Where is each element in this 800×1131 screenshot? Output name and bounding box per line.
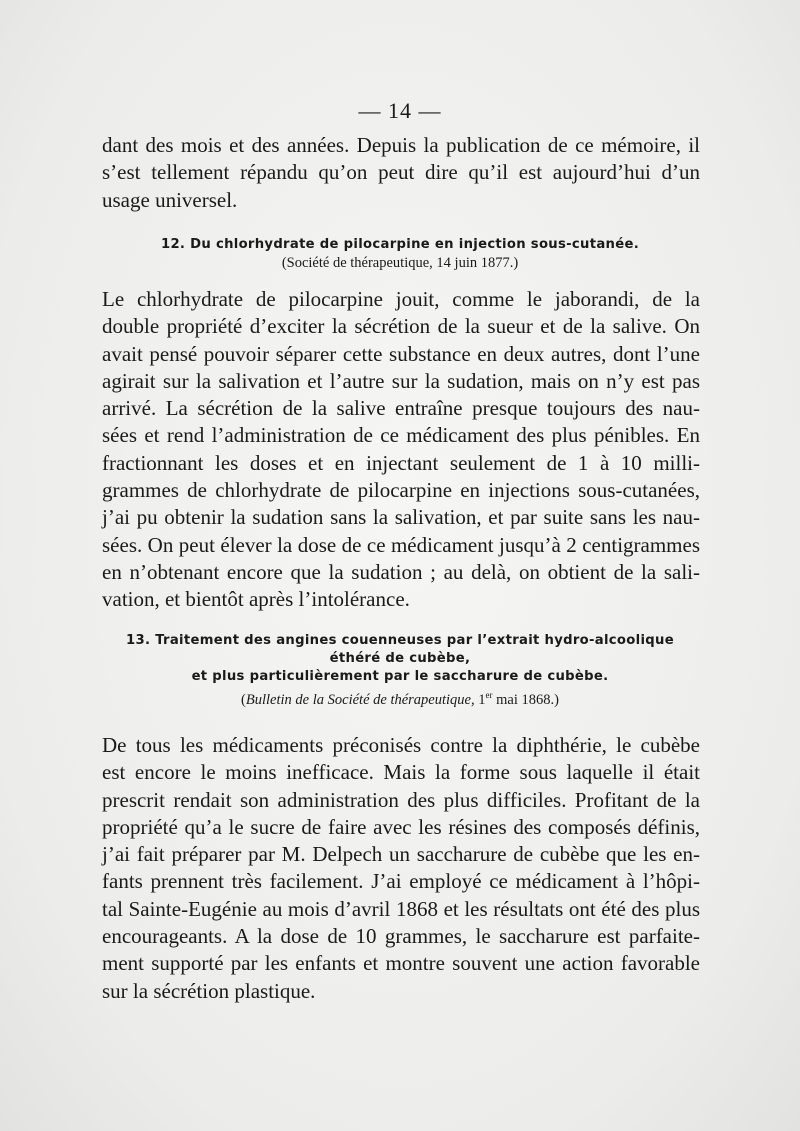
text-line: fractionnant les doses et en injectant seulement de 1 à 10 milli- xyxy=(102,450,700,475)
text-line: en n’obtenant encore que la sudation ; au delà, on obtient de la sali- xyxy=(102,559,700,584)
text-line: dant des mois et des années. Depuis la publication de ce mémoire, il xyxy=(102,133,700,157)
section-12-source: (Société de thérapeutique, 14 juin 1877.) xyxy=(281,255,519,271)
text-line: sées. On peut élever la dose de ce médicament jusqu’à 2 centigrammes xyxy=(102,532,700,557)
text-line: encourageants. A la dose de 10 grammes, le saccharure est parfaite- xyxy=(102,924,700,949)
section-13-title-line: et plus particulièrement par le saccharure de cubèbe. xyxy=(191,669,609,684)
section-13-heading xyxy=(100,632,700,710)
section-13-body xyxy=(102,732,700,1005)
section-12-body xyxy=(102,286,700,614)
source-day: 1 xyxy=(478,691,486,708)
text-line: tal Sainte-Eugénie au mois d’avril 1868 et les résultats ont été des plus xyxy=(102,896,700,921)
source-date: mai 1868.) xyxy=(496,691,559,708)
text-line: De tous les médicaments préconisés contre la diphthérie, le cubèbe xyxy=(102,733,700,757)
text-line: arrivé. La sécrétion de la salive entraîne presque toujours des nau- xyxy=(102,396,700,421)
text-line: propriété qu’a le sucre de faire avec les résines des composés définis, xyxy=(102,814,700,839)
text-line: grammes de chlorhydrate de pilocarpine en injections sous-cutanées, xyxy=(102,478,700,503)
text-line: vation, et bientôt après l’intolérance. xyxy=(102,587,410,612)
source-prefix: ( xyxy=(241,691,246,708)
section-13-source xyxy=(100,686,700,710)
text-line: sées et rend l’administration de ce médicament des plus pénibles. En xyxy=(102,423,700,448)
section-12-heading xyxy=(100,236,700,273)
source-journal: Bulletin de la Société de thérapeutique, xyxy=(245,691,475,708)
page-number: — 14 — xyxy=(358,98,442,123)
text-line: j’ai pu obtenir la sudation sans la salivation, et par suite sans les nau- xyxy=(102,505,700,530)
section-12-title: 12. Du chlorhydrate de pilocarpine en injection sous-cutanée. xyxy=(160,237,640,252)
text-line: Le chlorhydrate de pilocarpine jouit, comme le jaborandi, de la xyxy=(102,287,700,311)
section-13-title-line: 13. Traitement des angines couenneuses par l’extrait hydro-alcoolique xyxy=(126,633,674,648)
section-13-title-line: éthéré de cubèbe, xyxy=(329,651,471,666)
text-line: prescrit rendait son administration des plus difficiles. Profitant de la xyxy=(102,787,700,812)
intro-paragraph xyxy=(102,132,700,214)
source-sup: er xyxy=(485,690,493,700)
text-line: j’ai fait préparer par M. Delpech un saccharure de cubèbe que les en- xyxy=(102,842,700,867)
text-line: double propriété d’exciter la sécrétion de la sueur et de la salive. On xyxy=(102,314,700,339)
text-line: est encore le moins inefficace. Mais la forme sous laquelle il était xyxy=(102,760,700,785)
text-line: agirait sur la salivation et l’autre sur la sudation, mais on n’y est pas xyxy=(102,368,700,393)
text-line: ment supporté par les enfants et montre souvent une action favorable xyxy=(102,951,700,976)
text-line: usage universel. xyxy=(102,187,238,212)
text-line: sur la sécrétion plastique. xyxy=(102,978,316,1003)
text-line: fants prennent très facilement. J’ai employé ce médicament à l’hôpi- xyxy=(102,869,700,894)
text-line: s’est tellement répandu qu’on peut dire qu’il est aujourd’hui d’un xyxy=(102,160,700,185)
text-line: avait pensé pouvoir séparer cette substance en deux autres, dont l’une xyxy=(102,341,700,366)
